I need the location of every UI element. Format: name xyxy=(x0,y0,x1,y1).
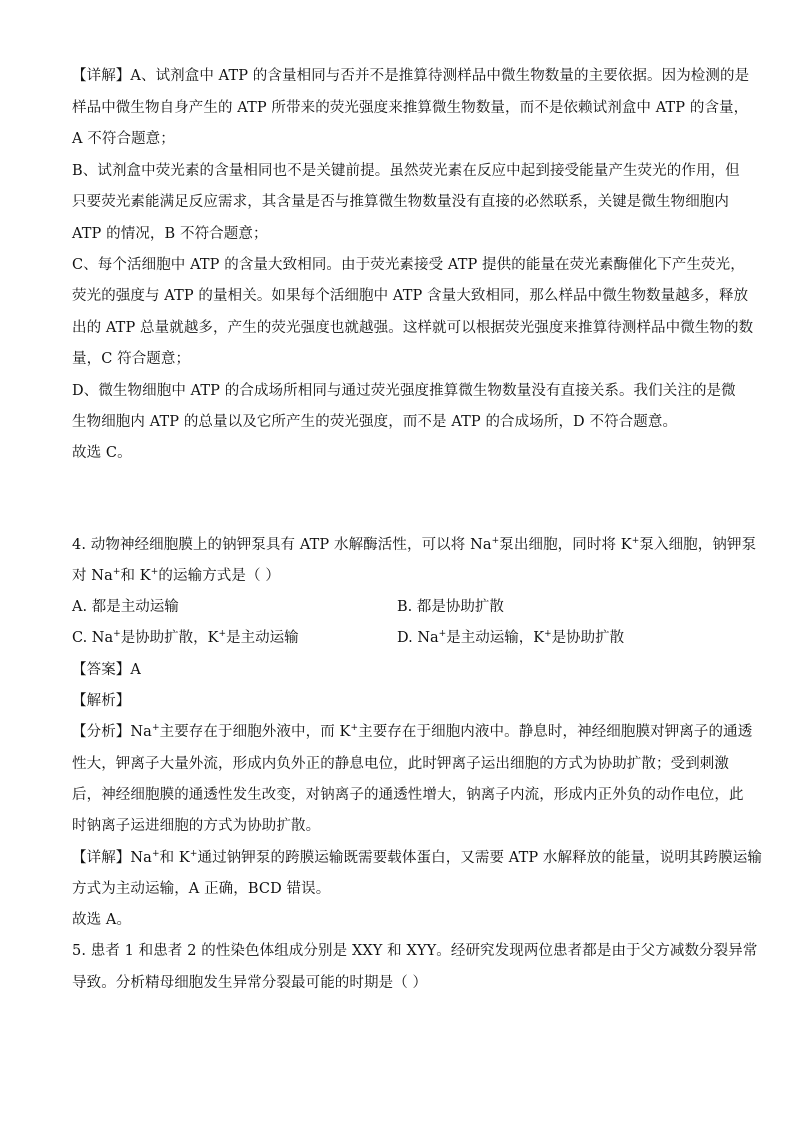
explanation-line-5: 只要荧光素能满足反应需求，其含量是否与推算微生物数量没有直接的必然联系，关键是微生物细胞内 xyxy=(72,194,729,210)
q4-answer: 【答案】A xyxy=(72,662,141,678)
explanation-line-10: 量，C 符合题意； xyxy=(72,351,191,367)
q4-detail-text: 【详解】Na xyxy=(72,850,152,866)
q5-stem-line-2: 导致。分析精母细胞发生异常分裂最可能的时期是（ ） xyxy=(72,975,428,991)
q4-analysis-line-3: 后，神经细胞膜的通透性发生改变，对钠离子的通透性增大，钠离子内流，形成内正外负的动作电位，此 xyxy=(72,787,744,803)
superscript-plus: + xyxy=(151,723,160,734)
q4-option-text: C. Na xyxy=(72,630,114,646)
superscript-plus: + xyxy=(150,567,159,578)
q4-option-text: 是主动运输 xyxy=(226,630,299,646)
q4-analysis-line-1 xyxy=(72,722,753,742)
superscript-plus: + xyxy=(631,536,640,547)
explanation-line-2: 样品中微生物自身产生的 ATP 所带来的荧光强度来推算微生物数量，而不是依赖试剂盒中 ATP 的含量， xyxy=(72,100,749,116)
q4-option-a: A. 都是主动运输 xyxy=(72,599,179,615)
q4-stem-text: 泵出细胞，同时将 K xyxy=(499,537,632,553)
q4-stem-text: 的运输方式是（ ） xyxy=(158,568,280,584)
superscript-plus: + xyxy=(189,849,198,860)
explanation-line-6: ATP 的情况，B 不符合题意； xyxy=(72,226,268,242)
q4-detail-line-2: 方式为主动运输，A 正确，BCD 错误。 xyxy=(72,881,331,897)
explanation-line-8: 荧光的强度与 ATP 的量相关。如果每个活细胞中 ATP 含量大致相同，那么样品中微生物数量越多，释放 xyxy=(72,288,749,304)
explanation-line-7: C、每个活细胞中 ATP 的含量大致相同。由于荧光素接受 ATP 提供的能量在荧光素酶催化下产生荧光， xyxy=(72,257,745,273)
superscript-plus: + xyxy=(112,567,121,578)
q4-option-text: D. Na xyxy=(397,630,439,646)
superscript-plus: + xyxy=(113,629,121,640)
q4-stem-line-1 xyxy=(72,535,757,555)
q5-stem-line-1: 5. 患者 1 和患者 2 的性染色体组成分别是 XXY 和 XYY。经研究发现两位患者都是由于父方减数分裂异常 xyxy=(72,943,758,959)
q4-analysis-heading: 【解析】 xyxy=(72,693,131,709)
superscript-plus: + xyxy=(544,629,552,640)
q4-option-text: 是协助扩散 xyxy=(551,630,625,646)
superscript-plus: + xyxy=(438,629,447,640)
q4-analysis-text: 【分析】Na xyxy=(72,724,152,740)
explanation-line-3: A 不符合题意； xyxy=(72,131,175,147)
q4-option-text: 是主动运输，K xyxy=(446,630,545,646)
q4-option-c xyxy=(72,628,299,648)
explanation-line-12: 生物细胞内 ATP 的总量以及它所产生的荧光强度，而不是 ATP 的合成场所，D 不符合题意。 xyxy=(72,414,678,430)
superscript-plus: + xyxy=(151,849,160,860)
q4-option-d xyxy=(397,628,624,648)
q4-stem-text: 4. 动物神经细胞膜上的钠钾泵具有 ATP 水解酶活性，可以将 Na xyxy=(72,537,492,553)
q4-stem-text: 泵入细胞，钠钾泵 xyxy=(639,537,757,553)
q4-conclusion: 故选 A。 xyxy=(72,912,132,928)
explanation-line-4: B、试剂盒中荧光素的含量相同也不是关键前提。虽然荧光素在反应中起到接受能量产生荧光的作用，但 xyxy=(72,163,740,179)
q4-option-b: B. 都是协助扩散 xyxy=(397,599,504,615)
superscript-plus: + xyxy=(350,723,359,734)
q4-stem-text: 和 K xyxy=(120,568,151,584)
q4-analysis-line-2: 性大，钾离子大量外流，形成内负外正的静息电位，此时钾离子运出细胞的方式为协助扩散；受到刺激 xyxy=(72,756,729,772)
superscript-plus: + xyxy=(218,629,227,640)
q4-option-text: 是协助扩散，K xyxy=(120,630,219,646)
explanation-line-1: 【详解】A、试剂盒中 ATP 的含量相同与否并不是推算待测样品中微生物数量的主要依据。因为检测的是 xyxy=(72,68,750,84)
q4-detail-line-1 xyxy=(72,848,762,868)
q4-analysis-text: 主要存在于细胞内液中。静息时，神经细胞膜对钾离子的通透 xyxy=(358,724,753,740)
q4-analysis-line-4: 时钠离子运进细胞的方式为协助扩散。 xyxy=(72,818,321,834)
q4-stem-text: 对 Na xyxy=(72,568,113,584)
explanation-conclusion: 故选 C。 xyxy=(72,445,132,461)
explanation-line-9: 出的 ATP 总量就越多，产生的荧光强度也就越强。这样就可以根据荧光强度来推算待测样品中微生物的数 xyxy=(72,320,754,336)
superscript-plus: + xyxy=(491,536,500,547)
q4-detail-text: 通过钠钾泵的跨膜运输既需要载体蛋白，又需要 ATP 水解释放的能量，说明其跨膜运输 xyxy=(197,850,762,866)
q4-analysis-text: 主要存在于细胞外液中，而 K xyxy=(159,724,351,740)
explanation-line-11: D、微生物细胞中 ATP 的合成场所相同与通过荧光强度推算微生物数量没有直接关系。我们关注的是微 xyxy=(72,383,736,399)
q4-detail-text: 和 K xyxy=(159,850,190,866)
q4-stem-line-2 xyxy=(72,566,732,586)
